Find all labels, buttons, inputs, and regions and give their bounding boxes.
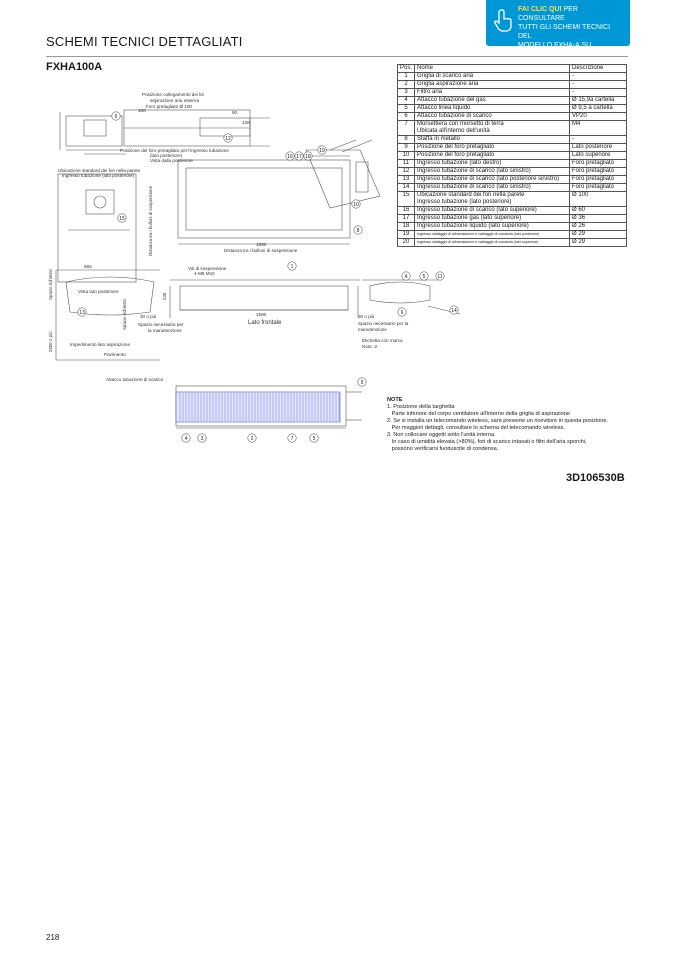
callout-number: 3: [200, 435, 204, 442]
row-pos: 8: [398, 136, 415, 144]
label-vista-lato-post: Vista lato posteriore: [78, 289, 119, 294]
callout-number: 12: [225, 135, 231, 142]
label-pavimento: Pavimento: [104, 352, 126, 357]
row-name: Posizione del foro pretagliato: [415, 152, 570, 160]
callout-number: 5: [312, 435, 316, 442]
label-etichetta: Etichetta con marca: [362, 338, 403, 343]
row-pos: 12: [398, 168, 415, 176]
callout-number: 6: [114, 113, 118, 120]
row-name: Ingresso tubazione (lato destro): [415, 160, 570, 168]
dimension-130: 130: [242, 120, 250, 125]
dimension-1590: 1590: [256, 242, 267, 247]
note-line: 2. Se si installa un telecomando wireless, sarà presente un ricevitore in questa posizione.: [387, 418, 609, 424]
row-name: Ingresso tubazione gas (lato superiore): [415, 215, 570, 223]
banner-line-3: MODELLO FXHA-A SU MY.DAIKIN.EU: [518, 42, 592, 58]
row-description: M4: [570, 121, 627, 136]
label-attacco-scarico: Attacco tubazione di scarico: [106, 377, 164, 382]
row-pos: 17: [398, 215, 415, 223]
callout-number: 5: [422, 273, 426, 280]
page-section-title: SCHEMI TECNICI DETTAGLIATI: [46, 34, 243, 49]
row-pos: 4: [398, 97, 415, 105]
row-pos: 11: [398, 160, 415, 168]
label-foro-100: Foro pretagliato Ø 100: [146, 104, 192, 109]
dimension-235: 235: [162, 292, 167, 300]
row-name: Griglia di scarico aria: [415, 73, 570, 81]
page-number: 218: [46, 933, 60, 942]
row-description: Foro pretagliato: [570, 168, 627, 176]
row-pos: 2: [398, 81, 415, 89]
callout-number: 14: [451, 307, 457, 314]
right-detail-view: [306, 140, 380, 208]
row-description: Lato superiore: [570, 152, 627, 160]
callout-number: 4: [404, 273, 408, 280]
row-name: Ingresso cablaggio di alimentazione e cablaggio di comando (lato posteriore): [415, 231, 570, 239]
row-pos: 10: [398, 152, 415, 160]
banner-highlight: FAI CLIC QUI: [518, 6, 562, 13]
callout-number: 1: [290, 263, 294, 270]
label-impedimento: Impedimento lato aspirazione: [70, 342, 131, 347]
dimension-665: 665: [84, 264, 92, 269]
row-description: -: [570, 73, 627, 81]
row-name: Attacco tubazione del gas: [415, 97, 570, 105]
label-spazio-richiesto-2: Spazio richiesto: [122, 299, 127, 330]
label-spazio-manutenzione: Spazio necessario per: [138, 322, 184, 327]
row-name: Ingresso tubazione di scarico (lato superiore): [415, 207, 570, 215]
drawing-code: 3D106530B: [566, 472, 625, 484]
callout-number: 17: [296, 153, 302, 160]
row-pos: 15: [398, 192, 415, 207]
label-aspirazione-esterna: aspirazione aria esterna: [150, 98, 200, 103]
label-pos-collegamento: Posizione collegamento dei kit: [142, 92, 204, 97]
callout-number: 13: [79, 309, 85, 316]
label-la-manutenzione: la manutenzione: [148, 328, 182, 333]
row-description: Ø 29: [570, 231, 627, 239]
row-name: Ingresso tubazione di scarico (lato sinistro): [415, 168, 570, 176]
note-line: possono verificarsi fuoriuscite di condensa.: [387, 446, 499, 452]
row-pos: 20: [398, 239, 415, 247]
label-nota2: Nota -2: [362, 344, 378, 349]
row-pos: 1: [398, 73, 415, 81]
side-view-right: [362, 280, 460, 314]
row-name: Filtro aria: [415, 89, 570, 97]
row-description: -: [570, 89, 627, 97]
row-name: Ingresso tubazione di scarico (lato posteriore sinistro): [415, 176, 570, 184]
label-viti-sospensione: Viti di sospensione: [188, 266, 227, 271]
row-name: Ingresso tubazione di scarico (lato sinistro): [415, 184, 570, 192]
header-description: Descrizione: [570, 65, 627, 73]
row-description: -: [570, 136, 627, 144]
row-pos: 16: [398, 207, 415, 215]
row-pos: 7: [398, 121, 415, 136]
row-description: Ø 26: [570, 223, 627, 231]
callout-number: 7: [290, 435, 294, 442]
row-description: Ø 29: [570, 239, 627, 247]
callout-number: 16: [287, 153, 293, 160]
header-pos: Pos.: [398, 65, 415, 73]
label-distanza-bulloni-v: Distanza tra i bulloni di sospensione: [148, 185, 153, 256]
row-name: Posizione del foro pretagliato: [415, 144, 570, 152]
row-description: Foro pretagliato: [570, 184, 627, 192]
row-pos: 6: [398, 113, 415, 121]
row-description: Ø 15,9a cartella: [570, 97, 627, 105]
label-ingresso-tub-post: Ingresso tubazione (lato posteriore): [62, 173, 135, 178]
banner-line-1-rest: PER CONSULTARE: [518, 6, 578, 22]
label-30-o-piu: 30 o più: [140, 314, 157, 319]
callout-number: 6: [400, 309, 404, 316]
label-ubicazione-fori: Ubicazione standard dei fori nella parete: [58, 168, 141, 173]
label-vista-posteriore: Vista dalla posteriore: [150, 158, 193, 163]
callout-number: 11: [437, 273, 443, 280]
callout-number: 8: [356, 227, 360, 234]
dimension-1590-b: 1590: [256, 312, 267, 317]
notes-title: NOTE: [387, 397, 403, 403]
header-name: Nome: [415, 65, 570, 73]
row-name: Morsettiera con morsetto di terra Ubicata all'interno dell'unità: [415, 121, 570, 136]
row-description: -: [570, 81, 627, 89]
row-description: Ø 36: [570, 215, 627, 223]
callout-number: 4: [184, 435, 188, 442]
row-description: VP20: [570, 113, 627, 121]
label-manutenzione-right: manutenzione: [358, 327, 387, 332]
row-name: Attacco linea liquido: [415, 105, 570, 113]
row-name: Staffa in metallo: [415, 136, 570, 144]
label-2500: 2500 o più: [48, 331, 53, 352]
top-view-unit: [124, 110, 270, 146]
model-name: FXHA100A: [46, 61, 103, 73]
note-line: 1. Posizione della targhetta: [387, 404, 455, 410]
dimension-100: 100: [138, 108, 146, 113]
callout-number: 2: [250, 435, 254, 442]
row-pos: 13: [398, 176, 415, 184]
row-pos: 19: [398, 231, 415, 239]
label-30-o-piu-right: 30 o più: [358, 314, 375, 319]
row-description: Foro pretagliato: [570, 176, 627, 184]
row-pos: 18: [398, 223, 415, 231]
label-viti-detail: 4-M8 M10: [194, 271, 215, 276]
front-view-unit: [178, 153, 350, 244]
row-pos: 9: [398, 144, 415, 152]
callout-number: 19: [319, 147, 325, 154]
callout-number: 15: [119, 215, 125, 222]
row-description: Ø 9,5 a cartella: [570, 105, 627, 113]
label-spazio-richiesto: Spazio richiesto: [48, 269, 53, 300]
label-lato-frontale: Lato frontale: [248, 320, 282, 326]
row-name: Griglia aspirazione aria: [415, 81, 570, 89]
row-description: Foro pretagliato: [570, 160, 627, 168]
label-pos-foro-tubazione: Posizione del foro pretagliato per l'ingresso tubazione: [120, 148, 229, 153]
label-spazio-manutenzione-right: Spazio necessario per la: [358, 321, 409, 326]
dimension-90: 90: [232, 110, 238, 115]
banner-line-2: TUTTI GLI SCHEMI TECNICI DEL: [518, 24, 611, 40]
row-name: Ubicazione standard dei fori nella parete Ingresso tubazione (lato posteriore): [415, 192, 570, 207]
row-pos: 14: [398, 184, 415, 192]
note-line: In caso di umidità elevata (>80%), fori di scarico intasati o filtri dell'aria sporchi,: [387, 439, 587, 445]
row-name: Ingresso cablaggio di alimentazione e cablaggio di comando (lato superiore): [415, 239, 570, 247]
label-distanza-bulloni-h: Distanza tra i bulloni di sospensione: [224, 248, 298, 253]
note-line: Parte inferiore del corpo ventilatore all'interno della griglia di aspirazione: [387, 411, 570, 417]
row-pos: 5: [398, 105, 415, 113]
callout-number: 18: [305, 153, 311, 160]
callout-number: 9: [360, 379, 364, 386]
row-description: Lato posteriore: [570, 144, 627, 152]
row-description: Ø 60: [570, 207, 627, 215]
row-name: Attacco tubazione di scarico: [415, 113, 570, 121]
label-lato-posteriore: (lato posteriore): [150, 153, 183, 158]
row-description: Ø 100: [570, 192, 627, 207]
note-line: 3. Non collocare oggetti sotto l'unità interna.: [387, 432, 496, 438]
callout-number: 10: [353, 201, 359, 208]
row-name: Ingresso tubazione liquido (lato superiore): [415, 223, 570, 231]
note-line: Per maggiori dettagli, consultare lo schema del telecomando wireless.: [387, 425, 565, 431]
row-pos: 3: [398, 89, 415, 97]
rear-view-wall: [58, 174, 136, 282]
